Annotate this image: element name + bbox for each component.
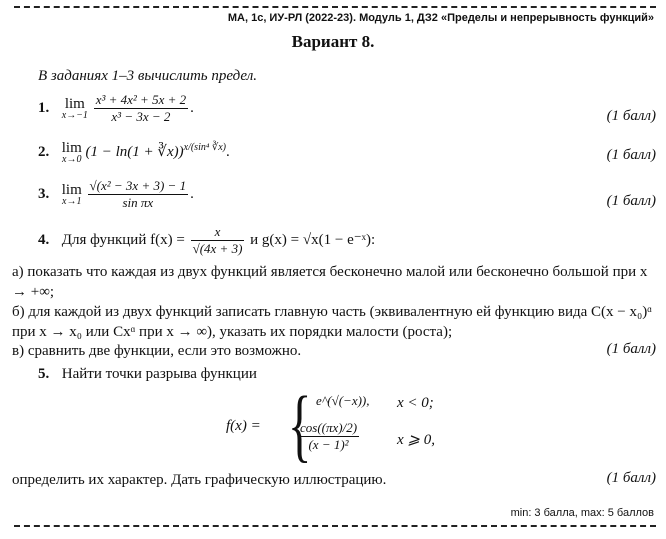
task-4b: б) для каждой из двух функций записать главную часть (эквивалентную ей функцию вида C(x − x₀)ᵅ при x → x₀ или Cxᵅ при x → ∞), указать их порядки малости (роста); (12, 304, 652, 340)
exponent: x/(sin⁴ ∛x) (183, 141, 226, 153)
task-5-number: 5. (38, 366, 50, 382)
task-2-number: 2. (38, 143, 50, 160)
task-3-number: 3. (38, 185, 50, 202)
intro-text: В заданиях 1–3 вычислить предел. (38, 68, 257, 84)
brace-symbol: { (287, 379, 312, 470)
points-3: (1 балл) (606, 193, 656, 209)
bottom-dashed-rule (14, 525, 656, 527)
limit-operator (62, 96, 88, 121)
fraction (94, 92, 188, 125)
denominator: √(4x + 3) (192, 241, 243, 256)
expression: (1 − ln(1 + ∛x)) (85, 143, 184, 160)
task-4a: а) показать что каждая из двух функций является бесконечно малой или бесконечно большой при x → +∞; (12, 264, 648, 300)
denominator: sin πx (122, 195, 154, 210)
task-5-text: Найти точки разрыва функции (61, 366, 257, 382)
numerator: √(x² − 3x + 3) − 1 (89, 178, 187, 193)
task-5 (38, 366, 656, 383)
task-1 (38, 92, 656, 125)
case-1-condition: x < 0; (397, 395, 434, 411)
numerator: cos((πx)/2) (300, 420, 358, 435)
points-2: (1 балл) (606, 147, 656, 163)
case-2-fraction (298, 420, 359, 453)
case-2-condition: x ⩾ 0, (397, 432, 435, 448)
task-4-g: и g(x) = √x(1 − e⁻ˣ): (250, 231, 376, 248)
points-5: (1 балл) (606, 470, 656, 486)
fraction (191, 224, 245, 257)
lim-text: lim (61, 182, 82, 198)
denominator: x³ − 3x − 2 (111, 109, 171, 124)
tail: . (225, 143, 230, 160)
task-4-number: 4. (38, 231, 50, 248)
numerator: x³ + 4x² + 5x + 2 (95, 92, 187, 107)
task-5-tail: определить их характер. Дать графическую иллюстрацию. (12, 472, 387, 488)
lim-sub: x→0 (62, 154, 82, 165)
limit-operator (62, 140, 82, 165)
task-1-number: 1. (38, 99, 50, 116)
denominator: (x − 1)² (308, 437, 349, 452)
score-footer: min: 3 балла, max: 5 баллов (510, 507, 654, 519)
tail: . (190, 185, 194, 202)
tail: . (190, 99, 194, 116)
case-1-expression: e^(√(−x)), (316, 393, 370, 408)
task-4 (38, 224, 656, 257)
lim-text: lim (64, 96, 85, 112)
lim-sub: x→1 (62, 196, 82, 207)
piecewise-fx: f(x) = (226, 418, 261, 434)
variant-title: Вариант 8. (291, 32, 375, 51)
lim-sub: x→−1 (61, 110, 88, 121)
task-4c: в) сравнить две функции, если это возможно. (12, 343, 302, 359)
top-dashed-rule (14, 6, 656, 8)
numerator: x (191, 224, 245, 241)
task-2 (38, 140, 656, 165)
task-4-lead: Для функций f(x) = (61, 231, 185, 248)
points-4: (1 балл) (606, 341, 656, 357)
points-1: (1 балл) (606, 108, 656, 124)
fraction (88, 178, 189, 211)
limit-operator (62, 182, 82, 207)
course-header: МА, 1с, ИУ-РЛ (2022-23). Модуль 1, ДЗ2 «Пределы и непрерывность функций» (227, 12, 654, 24)
task-3 (38, 178, 656, 211)
lim-text: lim (61, 140, 82, 156)
